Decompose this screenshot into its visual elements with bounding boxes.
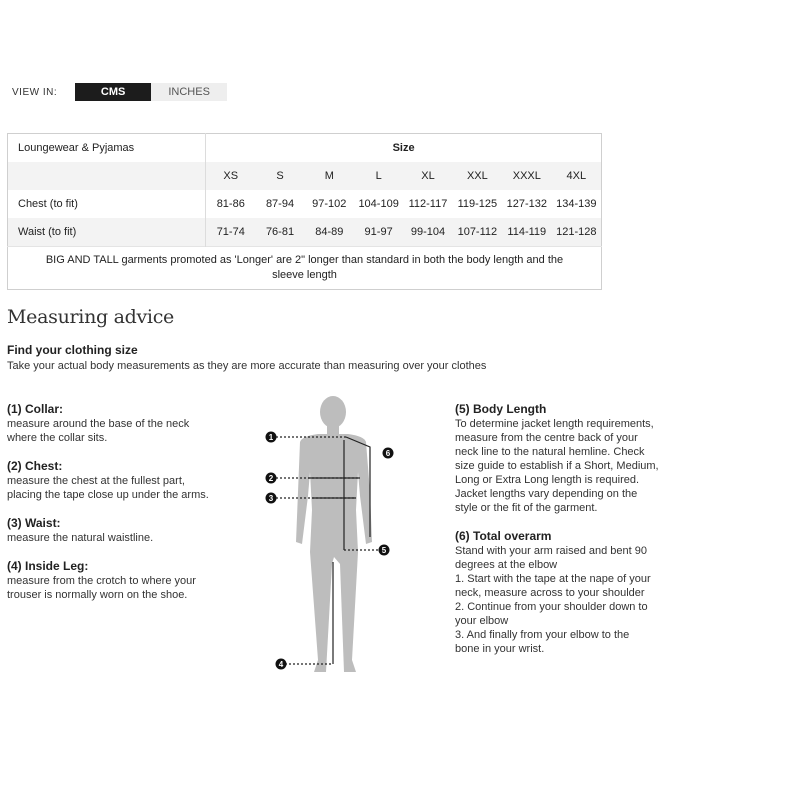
item-line: neck line to the natural hemline. Check (455, 446, 645, 458)
item-title: (4) Inside Leg: (7, 559, 89, 573)
find-size-title: Find your clothing size (7, 343, 138, 357)
item-line: trouser is normally worn on the shoe. (7, 589, 188, 601)
measuring-advice-title: Measuring advice (7, 306, 174, 328)
item-title: (1) Collar: (7, 402, 64, 416)
measure-item-waist (7, 516, 247, 545)
table-row-waist (8, 218, 602, 247)
svg-text:6: 6 (385, 449, 391, 458)
marker-1 (266, 432, 277, 443)
item-line: measure the natural waistline. (7, 532, 154, 544)
body-measurement-figure (260, 392, 400, 682)
item-line: your elbow (455, 615, 509, 627)
table-cell: 76-81 (255, 218, 304, 247)
size-label: XL (403, 162, 452, 190)
item-line: neck, measure across to your shoulder (455, 587, 645, 599)
size-label: XXL (453, 162, 502, 190)
size-label: 4XL (552, 162, 602, 190)
item-line: Jacket lengths vary depending on the (455, 488, 638, 500)
view-in-label: VIEW IN: (12, 86, 58, 98)
size-label: S (255, 162, 304, 190)
size-label: XXXL (502, 162, 552, 190)
marker-2 (266, 473, 277, 484)
item-line: placing the tape close up under the arms. (7, 489, 209, 501)
table-cell: 112-117 (408, 198, 448, 210)
svg-text:2: 2 (268, 474, 274, 483)
item-title: (3) Waist: (7, 516, 61, 530)
table-cell: 127-132 (506, 198, 547, 210)
left-measurements (7, 402, 247, 616)
svg-text:3: 3 (268, 494, 274, 503)
marker-5 (379, 545, 390, 556)
item-line: 1. Start with the tape at the nape of your (455, 573, 651, 585)
row-label: Waist (to fit) (8, 218, 206, 247)
item-line: style or the fit of the garment. (455, 502, 598, 514)
find-size-description: Take your actual body measurements as they are more accurate than measuring over your clothes (7, 360, 487, 372)
table-cell: 134-139 (556, 198, 597, 210)
measure-item-body-length (455, 402, 690, 515)
size-label: XS (206, 162, 256, 190)
footnote-line: BIG AND TALL garments promoted as 'Longer' are 2" longer than standard in both the body length and the (45, 254, 564, 266)
marker-3 (266, 493, 277, 504)
table-cell: 119-125 (457, 198, 498, 210)
unit-tab-cms[interactable]: CMS (75, 83, 151, 101)
item-title: (6) Total overarm (455, 529, 552, 543)
table-cell: 114-119 (502, 218, 552, 247)
item-line: 2. Continue from your shoulder down to (455, 601, 648, 613)
item-line: To determine jacket length requirements, (455, 418, 654, 430)
measure-item-collar (7, 402, 247, 445)
table-row-chest (8, 190, 602, 218)
category-label: Loungewear & Pyjamas (8, 134, 206, 163)
marker-4 (276, 659, 287, 670)
svg-text:5: 5 (381, 546, 387, 555)
item-line: measure the chest at the fullest part, (7, 475, 185, 487)
measure-item-chest (7, 459, 247, 502)
item-line: measure from the centre back of your (455, 432, 638, 444)
item-title: (2) Chest: (7, 459, 63, 473)
table-cell: 121-128 (552, 218, 602, 247)
table-cell: 99-104 (403, 218, 452, 247)
size-labels-row (8, 162, 602, 190)
unit-tab-inches[interactable]: INCHES (151, 83, 227, 101)
item-line: size guide to establish if a Short, Medium, (455, 460, 659, 472)
size-header: Size (392, 142, 415, 154)
item-line: measure around the base of the neck (7, 418, 190, 430)
measure-item-inside-leg (7, 559, 247, 602)
table-cell: 81-86 (216, 198, 245, 210)
size-table (7, 133, 602, 290)
marker-6 (383, 448, 394, 459)
item-line: bone in your wrist. (455, 643, 545, 655)
table-cell: 87-94 (265, 198, 295, 210)
footnote-line: sleeve length (272, 269, 337, 281)
item-line: 3. And finally from your elbow to the (455, 629, 630, 641)
item-title: (5) Body Length (455, 402, 547, 416)
table-cell: 104-109 (358, 198, 399, 210)
table-cell: 84-89 (305, 218, 354, 247)
row-label: Chest (to fit) (8, 190, 206, 218)
table-cell: 97-102 (312, 198, 347, 210)
table-cell: 91-97 (354, 218, 403, 247)
unit-selector (12, 83, 227, 101)
svg-text:1: 1 (268, 433, 274, 442)
svg-text:4: 4 (278, 660, 284, 669)
measure-item-total-overarm (455, 529, 690, 656)
item-line: Stand with your arm raised and bent 90 (455, 545, 648, 557)
item-line: Long or Extra Long length is required. (455, 474, 640, 486)
item-line: degrees at the elbow (455, 559, 558, 571)
item-line: measure from the crotch to where your (7, 575, 196, 587)
table-cell: 107-112 (453, 218, 502, 247)
item-line: where the collar sits. (7, 432, 108, 444)
right-measurements (455, 402, 690, 670)
size-label: L (354, 162, 403, 190)
size-label: M (305, 162, 354, 190)
table-footnote (8, 247, 602, 290)
table-cell: 71-74 (206, 218, 256, 247)
